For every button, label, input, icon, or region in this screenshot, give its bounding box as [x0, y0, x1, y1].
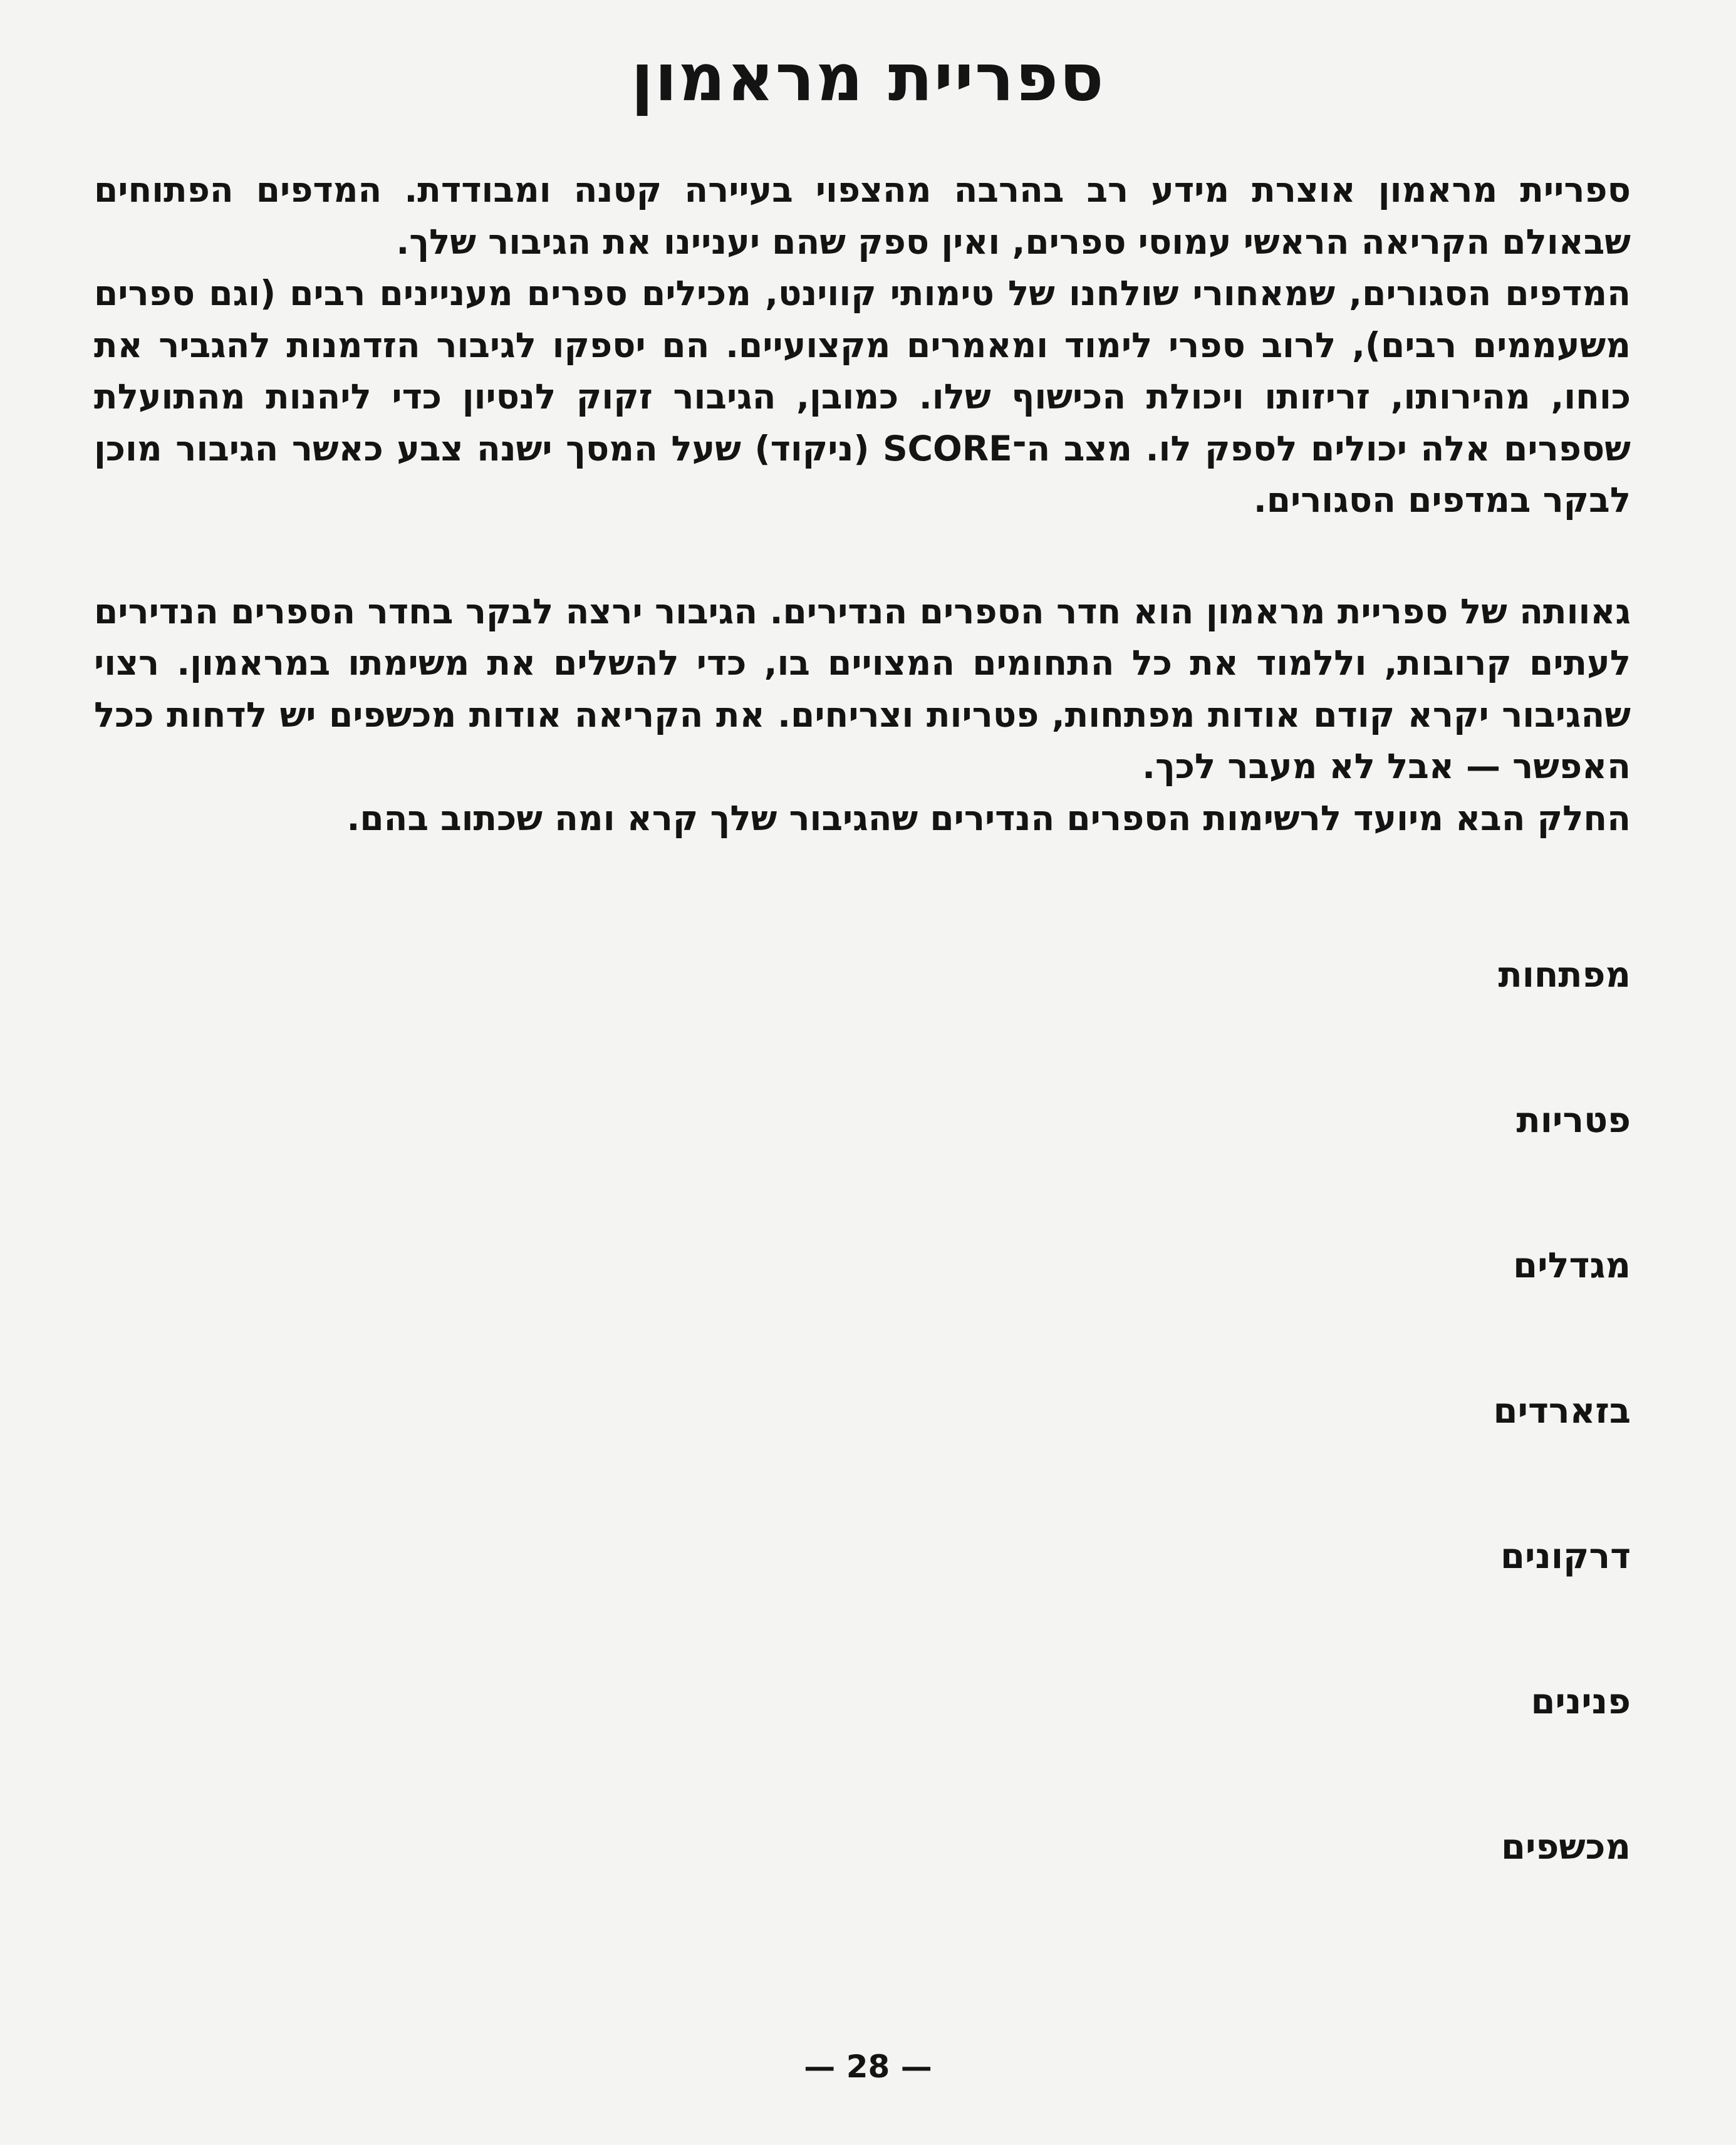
paragraph-4: החלק הבא מיועד לרשימות הספרים הנדירים שהגיבור שלך קרא ומה שכתוב בהם.	[346, 797, 1631, 838]
topic-heading-buzzards: בזארדים	[1493, 1391, 1631, 1431]
rare-books-topic-list	[1494, 953, 1631, 1971]
page-number: — 28 —	[804, 2049, 932, 2085]
topic-heading-keys: מפתחות	[1498, 955, 1631, 995]
topic-heading-dragons: דרקונים	[1500, 1536, 1631, 1577]
paragraph-gap	[94, 526, 1631, 586]
topic-heading-towers: מגדלים	[1513, 1245, 1631, 1286]
topic-heading-mushrooms: פטריות	[1516, 1100, 1631, 1141]
paragraph-2: המדפים הסגורים, שמאחורי שולחנו של טימותי קווינט, מכילים ספרים מעניינים רבים (וגם ספרים משעממים רבים), לרוב ספרי לימוד ומאמרים מקצועיים. הם יספקו לגיבור הזדמנות להגביר את כוחו, מהירותו, זריזותו ויכולת הכישוף שלו. כמובן, הגיבור זקוק לנסיון כדי ליהנות מהתועלת שספרים אלה יכולים לספק לו. מצב ה־SCORE (ניקוד) שעל המסך ישנה צבע כאשר הגיבור מוכן לבקר במדפים הסגורים.	[94, 273, 1631, 520]
paragraph-3: גאוותה של ספריית מראמון הוא חדר הספרים הנדירים. הגיבור ירצה לבקר בחדר הספרים הנדירים לעתים קרובות, וללמוד את כל התחומים המצויים בו, כדי להשלים את משימתו במראמון. רצוי שהגיבור יקרא קודם אודות מפתחות, פטריות וצריחים. את הקריאה אודות מכשפים יש לדחות ככל האפשר — אבל לא מעבר לכך.	[94, 591, 1631, 786]
topic-heading-wizards: מכשפים	[1500, 1827, 1631, 1867]
topic-heading-pearls: פנינים	[1531, 1681, 1631, 1722]
paragraph-1: ספריית מראמון אוצרת מידע רב בהרבה מהצפוי בעיירה קטנה ומבודדת. המדפים הפתוחים שבאולם הקריאה הראשי עמוסי ספרים, ואין ספק שהם יעניינו את הגיבור שלך.	[94, 170, 1631, 262]
body-text	[94, 164, 1631, 844]
page-title: ספריית מראמון	[631, 39, 1105, 116]
